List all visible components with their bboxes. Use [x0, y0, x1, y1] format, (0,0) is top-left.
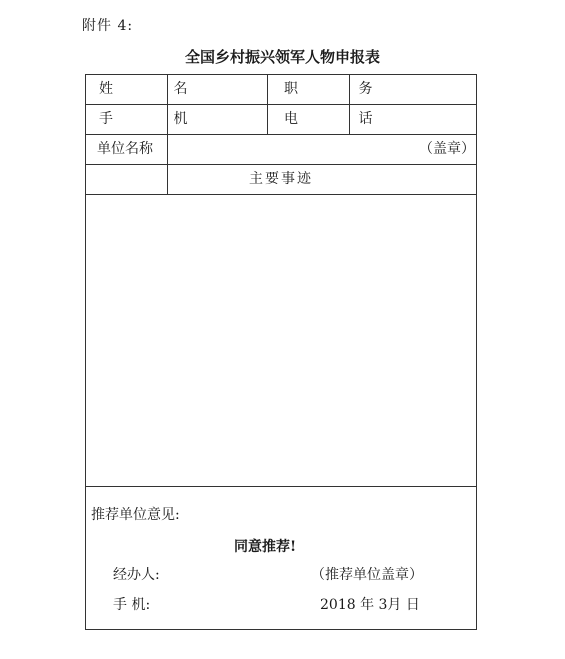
row-divider: [86, 164, 476, 165]
application-form: [85, 74, 477, 630]
unit-name-field[interactable]: [168, 136, 418, 164]
position-field[interactable]: [350, 76, 476, 104]
recommend-mobile-label: 手 机:: [113, 597, 151, 613]
handler-label: 经办人:: [113, 567, 160, 583]
mobile-field[interactable]: [168, 106, 267, 134]
main-deeds-header: 主要事迹: [249, 171, 313, 187]
mobile-label: 手 机: [99, 111, 216, 127]
phone-field[interactable]: [350, 106, 476, 134]
recommend-date: 2018 年 3月 日: [320, 597, 420, 613]
position-label: 职 务: [284, 81, 401, 97]
unit-seal-note: （盖章）: [419, 141, 475, 157]
unit-name-label: 单位名称: [97, 141, 153, 157]
row-divider: [86, 104, 476, 105]
name-label: 姓 名: [99, 81, 216, 97]
recommend-seal-note: （推荐单位盖章）: [311, 567, 423, 583]
row-divider: [86, 486, 476, 487]
main-deeds-field[interactable]: [87, 196, 475, 485]
phone-label: 电 话: [284, 111, 401, 127]
name-field[interactable]: [168, 76, 267, 104]
form-title: 全国乡村振兴领军人物申报表: [184, 48, 380, 66]
recommend-opinion: 同意推荐!: [234, 539, 297, 555]
recommend-heading: 推荐单位意见:: [91, 507, 180, 523]
attachment-label: 附件 4:: [82, 18, 134, 34]
row-divider: [86, 194, 476, 195]
column-divider: [267, 75, 268, 134]
row-divider: [86, 134, 476, 135]
